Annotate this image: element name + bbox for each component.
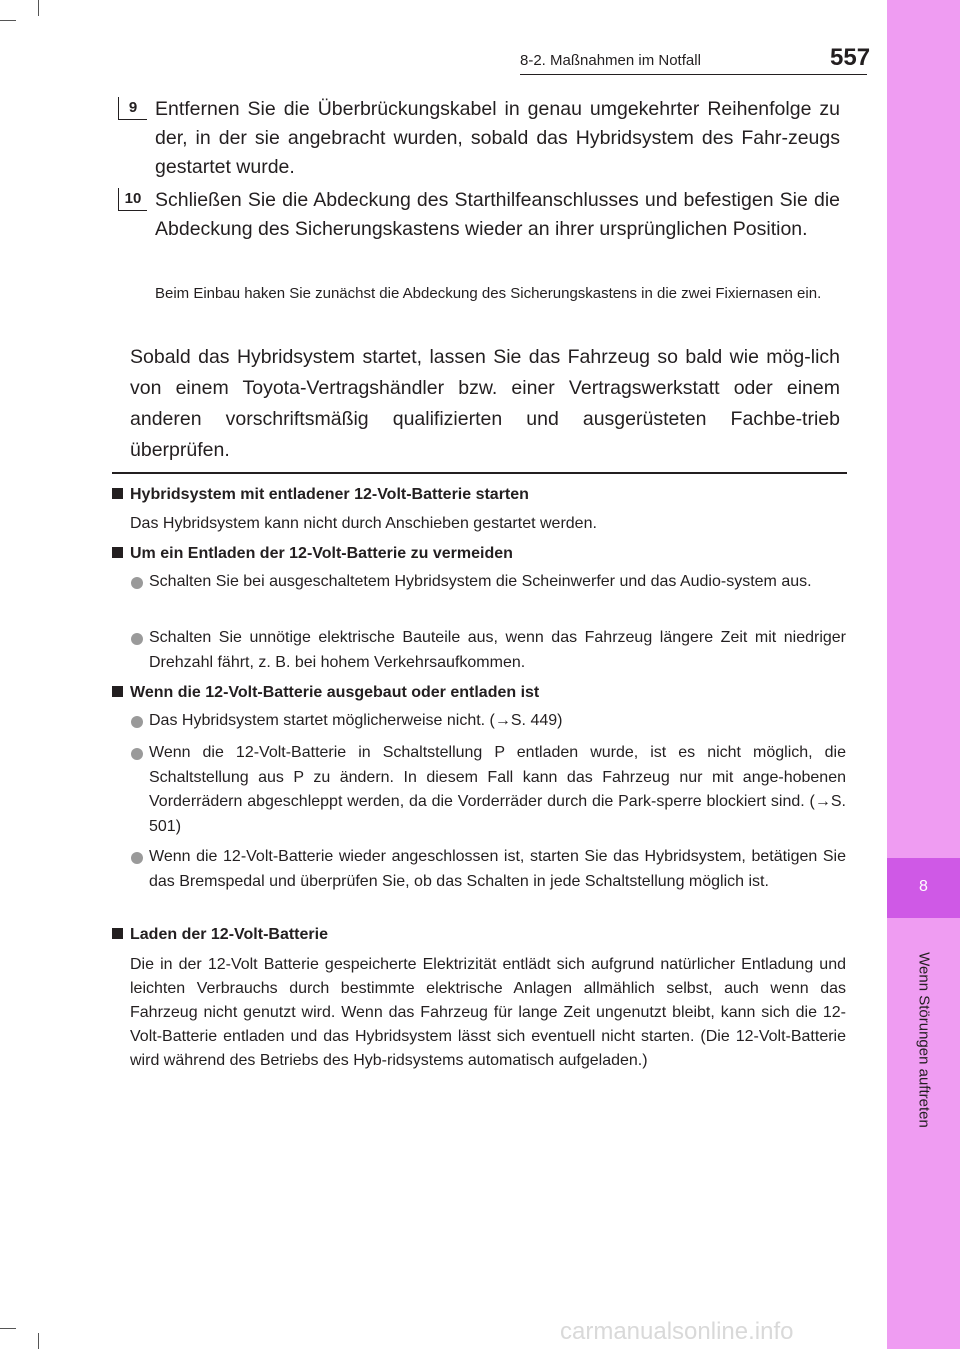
section-title: 8-2. Maßnahmen im Notfall (520, 52, 701, 69)
chapter-side-tab (887, 0, 960, 1349)
circle-bullet-icon (131, 633, 143, 645)
section-heading-text: Um ein Entladen der 12-Volt-Batterie zu vermeiden (130, 545, 513, 562)
section-heading (112, 545, 513, 563)
bullet-text: Wenn die 12-Volt-Batterie wieder angeschlossen ist, starten Sie das Hybridsystem, betätigen Sie das Bremspedal und überprüfen Sie, ob das Schalten in jede Schaltstellung möglich ist. (149, 848, 846, 890)
section-heading-text: Wenn die 12-Volt-Batterie ausgebaut oder entladen ist (130, 684, 540, 701)
section-text: Die in der 12-Volt Batterie gespeicherte Elektrizität entlädt sich aufgrund natürlicher Entladung und leichten Verbrauchs durch bestimmte elektrische Anlagen allmählich selbst, auch wenn das Fahrzeug nicht genutzt wird. Wenn das Fahrzeug für lange Zeit ungenutzt bleibt, kann sich die 12-Volt-Batterie entladen und das Hybridsystem lässt sich eventuell nicht starten. (Die 12-Volt-Batterie wird während des Betriebs des Hyb-ridsystems automatisch aufgeladen.) (130, 956, 846, 1069)
chapter-number: 8 (919, 878, 928, 895)
step-text: Entfernen Sie die Überbrückungskabel in genau umgekehrter Reihenfolge zu der, in der sie angebracht wurden, sobald das Hybridsystem des Fahr-zeugs gestartet wurde. (155, 98, 840, 178)
section-divider (112, 472, 847, 474)
crop-mark (38, 1333, 39, 1349)
step-text: Schließen Sie die Abdeckung des Starthilfeanschlusses und befestigen Sie die Abdeckung des Sicherungskastens wieder an ihrer ursprünglichen Position. (155, 189, 840, 240)
bullet-text: Das Hybridsystem startet möglicherweise nicht. (→S. 449) (149, 712, 563, 729)
square-bullet-icon (112, 547, 123, 558)
section-heading (112, 684, 539, 702)
section-text: Das Hybridsystem kann nicht durch Anschieben gestartet werden. (130, 515, 597, 532)
circle-bullet-icon (131, 748, 143, 760)
bullet-text: Schalten Sie bei ausgeschaltetem Hybridsystem die Scheinwerfer und das Audio-system aus. (149, 573, 812, 590)
crop-mark (38, 0, 39, 16)
page-number: 557 (830, 44, 871, 71)
crop-mark (0, 1328, 16, 1329)
square-bullet-icon (112, 928, 123, 939)
section-heading-text: Laden der 12-Volt-Batterie (130, 926, 328, 943)
section-heading (112, 926, 328, 944)
step-number-box: 10 (118, 188, 147, 211)
square-bullet-icon (112, 488, 123, 499)
circle-bullet-icon (131, 716, 143, 728)
section-heading-text: Hybridsystem mit entladener 12-Volt-Batterie starten (130, 486, 529, 503)
chapter-title: Wenn Störungen auftreten (915, 952, 933, 1128)
step-number-box: 9 (118, 97, 147, 120)
step-note: Beim Einbau haken Sie zunächst die Abdeckung des Sicherungskastens in die zwei Fixiernasen ein. (155, 285, 822, 302)
summary-paragraph: Sobald das Hybridsystem startet, lassen Sie das Fahrzeug so bald wie mög-lich von einem Toyota-Vertragshändler bzw. einer Vertragswerkstatt oder einem anderen vorschriftsmäßig qualifizierten und ausgerüsteten Fachbe-trieb überprüfen. (130, 346, 840, 461)
header-rule (520, 74, 867, 75)
section-heading (112, 486, 529, 504)
watermark: carmanualsonline.info (560, 1318, 794, 1345)
circle-bullet-icon (131, 852, 143, 864)
circle-bullet-icon (131, 577, 143, 589)
bullet-text: Schalten Sie unnötige elektrische Bauteile aus, wenn das Fahrzeug längere Zeit mit niedriger Drehzahl fährt, z. B. bei hohem Verkehrsaufkommen. (149, 629, 846, 671)
square-bullet-icon (112, 686, 123, 697)
crop-mark (0, 20, 16, 21)
bullet-text: Wenn die 12-Volt-Batterie in Schaltstellung P entladen wurde, ist es nicht möglich, die Schaltstellung aus P zu ändern. In diesem Fall kann das Fahrzeug nur mit ange-hobenen Vorderrädern abgeschleppt werden, da die Vorderräder durch die Park-sperre blockiert sind. (→S. 501) (149, 744, 846, 835)
